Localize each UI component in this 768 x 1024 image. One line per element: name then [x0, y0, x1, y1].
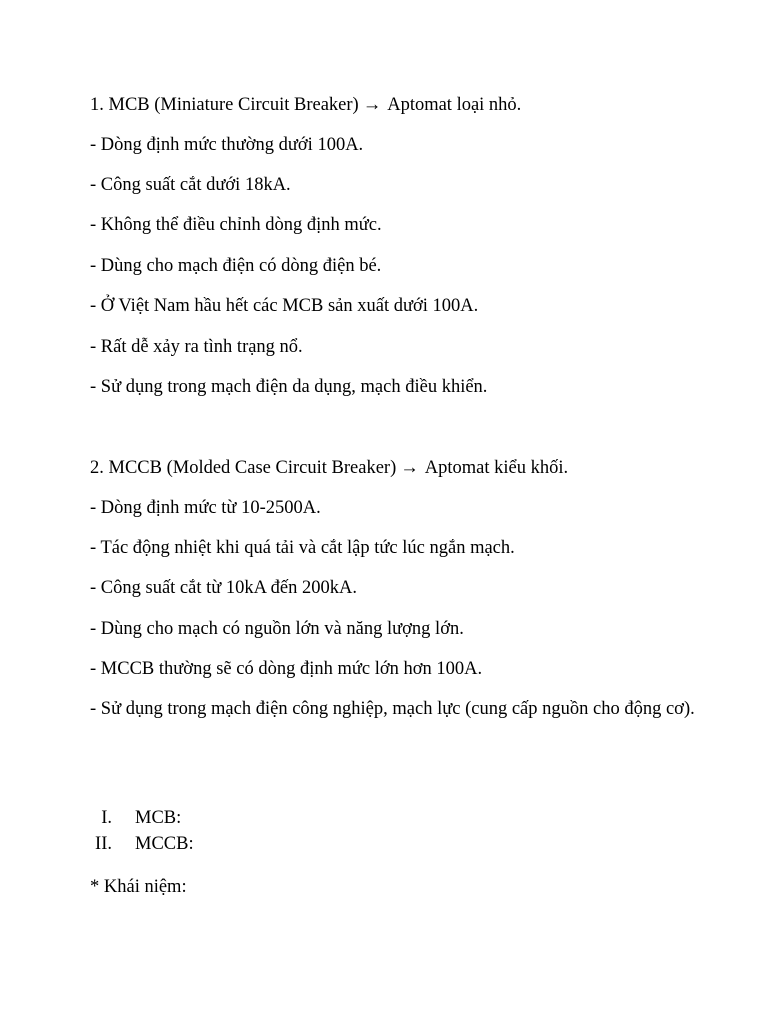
section2-bullet: - Công suất cắt từ 10kA đến 200kA. — [90, 578, 357, 598]
section2-bullet: - Tác động nhiệt khi quá tải và cắt lập tức lúc ngắn mạch. — [90, 538, 515, 558]
concept-label: * Khái niệm: — [90, 877, 187, 897]
section1-heading-prefix: 1. MCB (Miniature Circuit Breaker) — [90, 95, 359, 115]
section1-bullet: - Dùng cho mạch điện có dòng điện bé. — [90, 256, 382, 276]
section2-bullet: - Dùng cho mạch có nguồn lớn và năng lượng lớn. — [90, 619, 464, 639]
section2-heading — [90, 457, 568, 479]
section2-heading-suffix: Aptomat kiểu khối. — [424, 458, 569, 478]
section2-bullet: - Dòng định mức từ 10-2500A. — [90, 498, 321, 518]
roman-label: MCCB: — [135, 834, 194, 854]
roman-label: MCB: — [135, 808, 182, 828]
section1-bullet: - Công suất cắt dưới 18kA. — [90, 175, 291, 195]
section2-bullet: - MCCB thường sẽ có dòng định mức lớn hơn 100A. — [90, 659, 483, 679]
right-arrow-icon: → — [400, 458, 419, 478]
section1-heading-suffix: Aptomat loại nhỏ. — [387, 95, 522, 115]
section1-bullet: - Không thể điều chỉnh dòng định mức. — [90, 215, 382, 235]
roman-numeral: I. — [101, 808, 112, 828]
section1-bullet: - Rất dễ xảy ra tình trạng nổ. — [90, 337, 303, 357]
section1-heading — [90, 94, 521, 116]
section1-bullet: - Ở Việt Nam hầu hết các MCB sản xuất dưới 100A. — [90, 296, 479, 316]
right-arrow-icon: → — [362, 95, 382, 115]
section2-bullet: - Sử dụng trong mạch điện công nghiệp, mạch lực (cung cấp nguồn cho động cơ). — [90, 699, 695, 719]
section2-heading-prefix: 2. MCCB (Molded Case Circuit Breaker) — [90, 458, 397, 478]
section1-bullet: - Dòng định mức thường dưới 100A. — [90, 135, 364, 155]
roman-numeral: II. — [95, 834, 112, 854]
section1-bullet: - Sử dụng trong mạch điện da dụng, mạch điều khiển. — [90, 377, 488, 397]
